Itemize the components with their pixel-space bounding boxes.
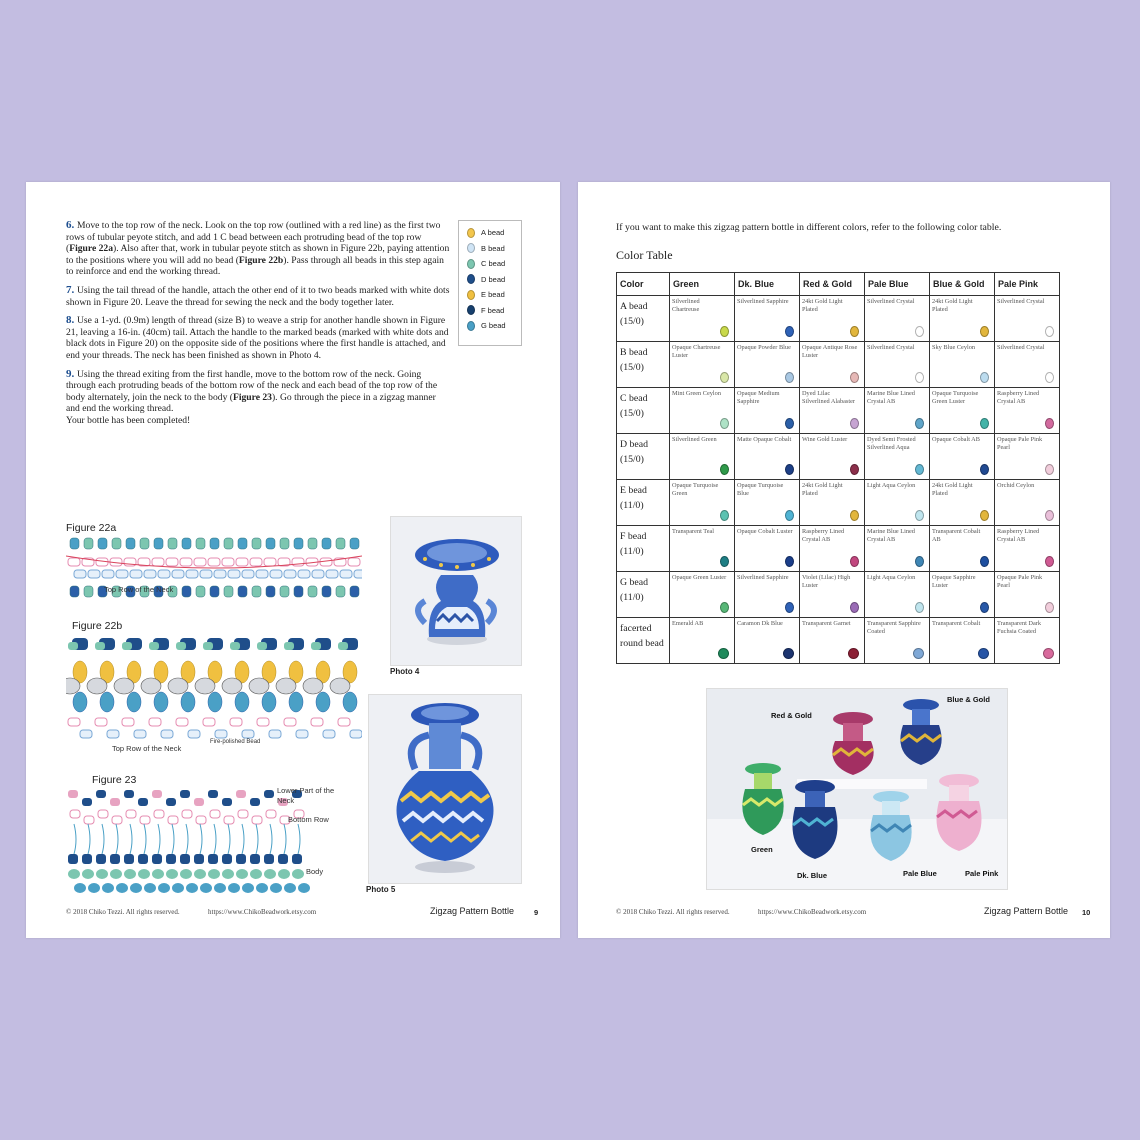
completed-bottle-illustration <box>369 695 521 883</box>
color-cell <box>800 526 865 572</box>
color-name: 24kt Gold Light Plated <box>802 482 843 497</box>
color-cell <box>670 618 735 664</box>
color-name: Silverlined Sapphire <box>737 298 789 305</box>
bead-swatch <box>850 418 859 429</box>
bead-swatch <box>1045 418 1054 429</box>
color-name: Opaque Green Luster <box>672 574 727 581</box>
color-cell <box>800 618 865 664</box>
row-label-line: (11/0) <box>620 546 644 557</box>
bead-swatch <box>980 556 989 567</box>
color-cell <box>995 388 1060 434</box>
color-name: Opaque Sapphire Luster <box>932 574 976 589</box>
figure-reference: Figure 22a <box>69 243 113 255</box>
color-cell <box>995 342 1060 388</box>
bead-swatch <box>1045 326 1054 337</box>
color-cell <box>735 342 800 388</box>
bead-swatch <box>1045 556 1054 567</box>
legend-label: C bead <box>481 259 506 269</box>
bead-swatch <box>1045 372 1054 383</box>
color-name: Opaque Turquoise Green Luster <box>932 390 979 405</box>
legend-label: G bead <box>481 321 506 331</box>
color-cell <box>930 618 995 664</box>
color-cell <box>995 618 1060 664</box>
bottle-pale-pink <box>937 774 982 851</box>
color-cell <box>670 388 735 434</box>
color-name: Transparent Garnet <box>802 620 851 627</box>
row-label <box>617 618 670 664</box>
figure-22a-title: Figure 22a <box>66 522 117 534</box>
intro-text: If you want to make this zigzag pattern bottle in different colors, refer to the following color table. <box>616 222 1002 233</box>
footer-url[interactable]: https://www.ChikoBeadwork.etsy.com <box>208 908 317 916</box>
photo-4-caption: Photo 4 <box>390 667 420 676</box>
bead-swatch <box>850 556 859 567</box>
bottle-dk-blue <box>793 780 838 859</box>
color-name: Transparent Cobalt AB <box>932 528 981 543</box>
row-label-line: (11/0) <box>620 500 644 511</box>
color-cell <box>800 434 865 480</box>
bead-swatch <box>785 510 794 521</box>
bead-swatch <box>850 372 859 383</box>
bead-swatch <box>850 326 859 337</box>
table-row <box>617 572 1060 618</box>
color-name: Silverlined Crystal <box>997 344 1045 351</box>
row-label <box>617 388 670 434</box>
row-label-line: (11/0) <box>620 592 644 603</box>
color-name: Emerald AB <box>672 620 704 627</box>
bead-swatch <box>467 259 475 269</box>
bead-swatch <box>978 648 989 659</box>
color-name: Silverlined Sapphire <box>737 574 789 581</box>
color-cell <box>865 572 930 618</box>
color-cell <box>930 480 995 526</box>
figure-22b-annotation: Top Row of the Neck <box>112 744 182 753</box>
color-name: Sky Blue Ceylon <box>932 344 976 351</box>
photo-5-caption: Photo 5 <box>366 885 396 894</box>
table-header: Blue & Gold <box>930 273 995 296</box>
color-cell <box>930 296 995 342</box>
bead-swatch <box>848 648 859 659</box>
color-name: Raspberry Lined Crystal AB <box>997 528 1040 543</box>
step-8 <box>66 315 452 361</box>
bead-swatch <box>915 510 924 521</box>
table-header: Pale Blue <box>865 273 930 296</box>
row-label-line: C bead <box>620 393 648 404</box>
table-row <box>617 480 1060 526</box>
table-header: Dk. Blue <box>735 273 800 296</box>
table-row <box>617 388 1060 434</box>
bead-swatch <box>720 464 729 475</box>
legend-item <box>467 287 521 303</box>
color-cell <box>670 526 735 572</box>
color-cell <box>995 296 1060 342</box>
footer-page-number: 9 <box>534 908 539 917</box>
bead-swatch <box>720 418 729 429</box>
footer-title: Zigzag Pattern Bottle <box>430 906 515 916</box>
footer-copyright: © 2018 Chiko Tezzi. All rights reserved. <box>66 908 180 916</box>
color-cell <box>800 480 865 526</box>
label-green: Green <box>751 845 773 854</box>
color-cell <box>670 342 735 388</box>
color-name: Dyed Semi Frosted Silverlined Aqua <box>867 436 916 451</box>
figure-22b-title: Figure 22b <box>72 620 123 632</box>
row-label-line: B bead <box>620 347 648 358</box>
color-name: Orchid Ceylon <box>997 482 1035 489</box>
color-cell <box>865 296 930 342</box>
color-cell <box>735 618 800 664</box>
bead-swatch <box>913 648 924 659</box>
step-text: Using the thread exiting from the first handle, move to the bottom row of the neck. Going through each protruding beads of the bottom row of the neck and each bead of the top row of the body alternately, join the neck to the body ( <box>66 368 438 403</box>
step-number: 7. <box>66 283 77 296</box>
bead-swatch <box>467 228 475 238</box>
color-cell <box>930 526 995 572</box>
legend-item <box>467 256 521 272</box>
color-cell <box>735 526 800 572</box>
color-name: Caramon Dk Blue <box>737 620 783 627</box>
legend-item <box>467 225 521 241</box>
color-name: Matte Opaque Cobalt <box>737 436 792 443</box>
bead-swatch <box>980 418 989 429</box>
color-name: Silverlined Chartreuse <box>672 298 700 313</box>
bottle-pale-blue <box>870 791 911 861</box>
bead-swatch <box>915 418 924 429</box>
footer-page-number: 10 <box>1082 908 1091 917</box>
row-label-line: round bead <box>620 638 664 649</box>
color-name: Opaque Turquoise Blue <box>737 482 784 497</box>
color-table <box>616 272 1060 664</box>
table-header: Green <box>670 273 735 296</box>
color-cell <box>865 434 930 480</box>
bead-swatch <box>1045 602 1054 613</box>
bead-swatch <box>1045 510 1054 521</box>
table-header: Red & Gold <box>800 273 865 296</box>
color-name: Opaque Cobalt AB <box>932 436 980 443</box>
closing-text: Your bottle has been completed! <box>66 414 191 426</box>
bead-legend <box>458 220 522 346</box>
bead-swatch <box>785 556 794 567</box>
bead-swatch <box>783 648 794 659</box>
bead-swatch <box>850 510 859 521</box>
color-name: Silverlined Crystal <box>867 344 915 351</box>
bead-swatch <box>980 602 989 613</box>
color-name: Marine Blue Lined Crystal AB <box>867 528 915 543</box>
color-cell <box>735 480 800 526</box>
bottle-neck-illustration <box>391 517 521 665</box>
color-name: Violet (Lilac) High Luster <box>802 574 851 589</box>
color-name: Opaque Pale Pink Pearl <box>997 574 1043 589</box>
color-cell <box>865 480 930 526</box>
color-cell <box>800 388 865 434</box>
label-red-gold: Red & Gold <box>771 711 812 720</box>
bottle-green <box>742 763 783 835</box>
legend-item <box>467 272 521 288</box>
figure-23-bottom-annotation: Bottom Row <box>288 815 329 824</box>
bead-swatch <box>467 274 475 284</box>
color-name: 24kt Gold Light Plated <box>932 298 973 313</box>
color-name: Mint Green Ceylon <box>672 390 721 397</box>
color-table-title: Color Table <box>616 248 673 262</box>
color-cell <box>800 342 865 388</box>
table-row <box>617 342 1060 388</box>
step-number: 9. <box>66 367 77 380</box>
color-cell <box>800 572 865 618</box>
color-cell <box>670 296 735 342</box>
row-label-line: (15/0) <box>620 408 644 419</box>
figure-22b-fire-polished-annotation: Fire-polished Bead <box>210 739 261 745</box>
bead-swatch <box>720 556 729 567</box>
bead-swatch <box>720 602 729 613</box>
figure-reference: Figure 22b <box>238 254 284 266</box>
color-name: Transparent Dark Fuchsia Coated <box>997 620 1042 635</box>
left-page <box>26 182 560 938</box>
table-row <box>617 618 1060 664</box>
legend-item <box>467 318 521 334</box>
color-cell <box>735 572 800 618</box>
instruction-steps <box>66 220 452 434</box>
label-blue-gold: Blue & Gold <box>947 695 990 704</box>
color-cell <box>735 296 800 342</box>
figure-23-title: Figure 23 <box>92 774 137 786</box>
bead-swatch <box>915 464 924 475</box>
color-name: Opaque Powder Blue <box>737 344 791 351</box>
bead-swatch <box>850 602 859 613</box>
color-name: Light Aqua Ceylon <box>867 574 916 581</box>
row-label-line: G bead <box>620 577 649 588</box>
row-label-line: D bead <box>620 439 649 450</box>
bead-swatch <box>1043 648 1054 659</box>
bead-swatch <box>785 372 794 383</box>
bead-swatch <box>1045 464 1054 475</box>
table-row <box>617 296 1060 342</box>
color-cell <box>865 342 930 388</box>
color-name: Opaque Pale Pink Pearl <box>997 436 1043 451</box>
step-text: ). Also after that, work in tubular peyote stitch as shown in Figure 22b, paying attention to the positions where you will add no bead ( <box>66 243 450 266</box>
color-name: Opaque Cobalt Luster <box>737 528 793 535</box>
step-text: ). Pass through all beads in this step again to reinforce and end the working thread. <box>66 254 444 278</box>
bead-swatch <box>785 602 794 613</box>
table-header: Color <box>617 273 670 296</box>
color-name: Raspberry Lined Crystal AB <box>802 528 845 543</box>
bottle-blue-gold <box>900 699 941 765</box>
table-row <box>617 526 1060 572</box>
step-text: Use a 1-yd. (0.9m) length of thread (size B) to weave a strip for another handle shown in Figure 21, leaving a 16-in. (40cm) tail. Attach the handle to the marked beads (marked with white dots and black dots in Figure 20) on the opposite side of the positions where the first handle is attached, and end your threads. The neck has been finished as shown in Photo 4. <box>66 315 449 361</box>
bead-swatch <box>980 464 989 475</box>
table-row <box>617 434 1060 480</box>
legend-label: E bead <box>481 290 505 300</box>
row-label-line: F bead <box>620 531 647 542</box>
table-header: Pale Pink <box>995 273 1060 296</box>
row-label-line: facerted <box>620 623 652 634</box>
color-name: Opaque Antique Rose Luster <box>802 344 858 359</box>
bottles-photo <box>706 688 1008 890</box>
color-name: Silverlined Crystal <box>997 298 1045 305</box>
color-cell <box>735 434 800 480</box>
color-name: 24kt Gold Light Plated <box>932 482 973 497</box>
step-text: Using the tail thread of the handle, attach the other end of it to two beads marked with white dots shown in Figure 20. Leave the thread for sewing the neck and the body together later. <box>66 284 450 308</box>
color-name: Wine Gold Luster <box>802 436 848 443</box>
color-name: Raspberry Lined Crystal AB <box>997 390 1040 405</box>
footer-copyright: © 2018 Chiko Tezzi. All rights reserved. <box>616 908 730 916</box>
color-cell <box>930 342 995 388</box>
row-label <box>617 296 670 342</box>
color-name: Marine Blue Lined Crystal AB <box>867 390 915 405</box>
bead-swatch <box>980 372 989 383</box>
photo-5-image <box>368 694 522 884</box>
color-cell <box>670 434 735 480</box>
color-name: 24kt Gold Light Plated <box>802 298 843 313</box>
color-cell <box>670 480 735 526</box>
color-name: Light Aqua Ceylon <box>867 482 916 489</box>
row-label <box>617 572 670 618</box>
color-cell <box>800 296 865 342</box>
legend-label: A bead <box>481 228 505 238</box>
legend-label: F bead <box>481 305 505 315</box>
figure-reference: Figure 23 <box>232 391 272 403</box>
bead-swatch <box>915 556 924 567</box>
color-name: Transparent Teal <box>672 528 715 535</box>
step-number: 8. <box>66 314 77 327</box>
color-cell <box>865 526 930 572</box>
photo-4-image <box>390 516 522 666</box>
row-label <box>617 480 670 526</box>
color-cell <box>930 434 995 480</box>
bead-swatch <box>467 321 475 331</box>
step-9 <box>66 369 452 427</box>
step-7 <box>66 285 452 308</box>
color-name: Transparent Cobalt <box>932 620 981 627</box>
bead-swatch <box>785 464 794 475</box>
bead-swatch <box>915 326 924 337</box>
color-cell <box>670 572 735 618</box>
figure-23-body-annotation: Body <box>306 867 324 876</box>
color-name: Opaque Turquoise Green <box>672 482 719 497</box>
bead-swatch <box>915 602 924 613</box>
color-name: Silverlined Crystal <box>867 298 915 305</box>
bead-swatch <box>467 290 475 300</box>
legend-item <box>467 241 521 257</box>
bead-swatch <box>785 326 794 337</box>
bead-swatch <box>915 372 924 383</box>
row-label <box>617 434 670 480</box>
bottle-red-gold <box>832 712 873 775</box>
figure-23-lower-annotation: Lower Part of the Neck <box>277 786 335 805</box>
bead-swatch <box>720 372 729 383</box>
row-label-line: (15/0) <box>620 454 644 465</box>
legend-item <box>467 303 521 319</box>
row-label-line: (15/0) <box>620 316 644 327</box>
right-page <box>578 182 1110 938</box>
bead-swatch <box>785 418 794 429</box>
row-label <box>617 526 670 572</box>
color-name: Dyed Lilac Silverlined Alabaster <box>802 390 855 405</box>
row-label-line: E bead <box>620 485 647 496</box>
color-cell <box>865 388 930 434</box>
color-name: Transparent Sapphire Coated <box>867 620 921 635</box>
color-cell <box>930 572 995 618</box>
step-text: Move to the top row of the neck. Look on the top row (outlined with a red line) as the first two rows of tubular peyote stitch, and add 1 C bead between each protruding bead of the top row ( <box>66 220 441 255</box>
color-cell <box>995 526 1060 572</box>
step-number: 6. <box>66 219 77 231</box>
bottle-collection-illustration <box>707 689 1007 889</box>
figure-22a-annotation: Top Row of the Neck <box>104 585 174 594</box>
color-cell <box>995 480 1060 526</box>
figure-22b-diagram <box>66 636 362 756</box>
bead-swatch <box>720 510 729 521</box>
row-label-line: (15/0) <box>620 362 644 373</box>
figure-22a-diagram <box>66 536 362 606</box>
color-name: Opaque Chartreuse Luster <box>672 344 721 359</box>
bead-swatch <box>718 648 729 659</box>
bead-swatch <box>467 243 475 253</box>
row-label-line: A bead <box>620 301 648 312</box>
step-6 <box>66 220 452 278</box>
color-cell <box>995 572 1060 618</box>
label-dk-blue: Dk. Blue <box>797 871 828 880</box>
color-name: Silverlined Green <box>672 436 717 443</box>
bead-swatch <box>980 510 989 521</box>
label-pale-pink: Pale Pink <box>965 869 999 878</box>
bead-swatch <box>980 326 989 337</box>
bead-swatch <box>850 464 859 475</box>
row-label <box>617 342 670 388</box>
step-text: ). Go through the piece in a zigzag manner and end the working thread. <box>66 391 436 415</box>
legend-label: B bead <box>481 243 505 253</box>
label-pale-blue: Pale Blue <box>903 869 937 878</box>
footer-title: Zigzag Pattern Bottle <box>984 906 1069 916</box>
color-cell <box>995 434 1060 480</box>
color-name: Opaque Medium Sapphire <box>737 390 780 405</box>
color-cell <box>930 388 995 434</box>
footer-url[interactable]: https://www.ChikoBeadwork.etsy.com <box>758 908 867 916</box>
bead-swatch <box>467 305 475 315</box>
legend-label: D bead <box>481 274 506 284</box>
color-cell <box>865 618 930 664</box>
bead-swatch <box>720 326 729 337</box>
color-cell <box>735 388 800 434</box>
